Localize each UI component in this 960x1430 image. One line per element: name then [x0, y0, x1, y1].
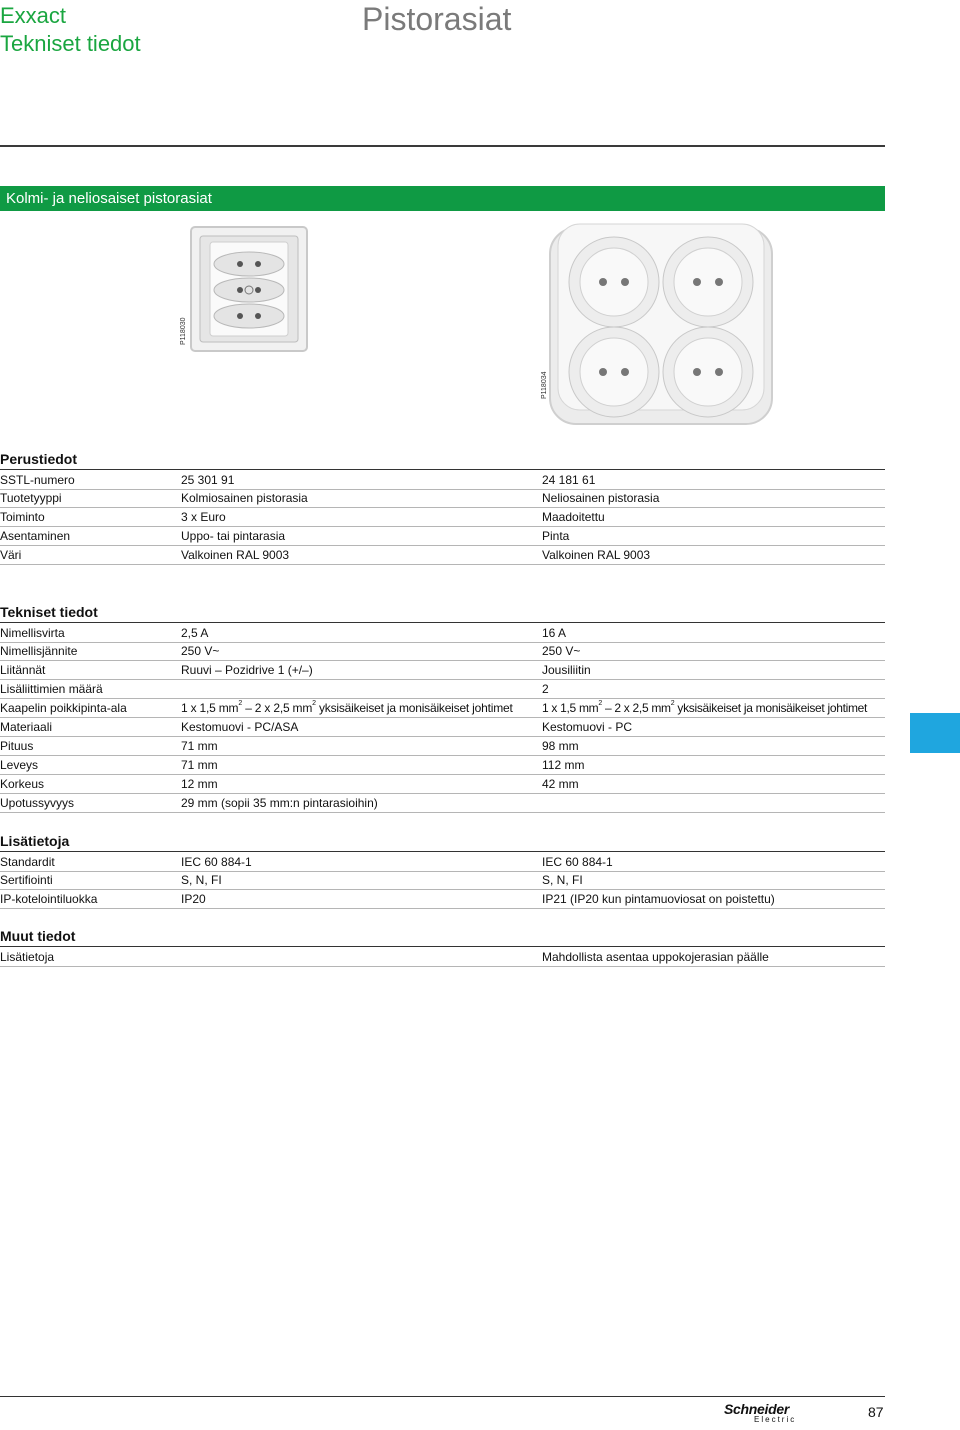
spec-row: SSTL-numero 25 301 91 24 181 61	[0, 469, 885, 490]
section-title-perustiedot: Perustiedot	[0, 451, 78, 467]
spec-row: Asentaminen Uppo- tai pintarasia Pinta	[0, 526, 885, 546]
section-title-tekniset-tiedot: Tekniset tiedot	[0, 604, 98, 620]
chapter-tab-marker	[910, 713, 960, 753]
spec-row: Korkeus 12 mm 42 mm	[0, 774, 885, 794]
cable-section-value-1: 1 x 1,5 $mm^2 - 2$ x 2,5 $mm^2$ yksisäikeiset ja monisäikeiset johtimet	[181, 700, 513, 715]
image-code-left: P118030	[180, 317, 187, 345]
section-banner: Kolmi- ja neliosaiset pistorasiat	[0, 186, 885, 211]
cable-section-value-2: 1 x 1,5 $mm^2 - 2$ x 2,5 $mm^2$ yksisäikeiset ja monisäikeiset johtimet	[542, 700, 868, 715]
spec-row: Lisäliittimien määrä 2	[0, 679, 885, 699]
brand-name: Exxact	[0, 3, 67, 28]
image-code-right: P118034	[541, 371, 548, 399]
page-title: Pistorasiat	[362, 1, 512, 37]
spec-row: Tuotetyyppi Kolmiosainen pistorasia Neliosainen pistorasia	[0, 488, 885, 508]
section-title-muut-tiedot: Muut tiedot	[0, 928, 76, 944]
spec-row: Upotussyvyys 29 mm (sopii 35 mm:n pintarasioihin)	[0, 793, 885, 813]
spec-row: Kaapelin poikkipinta-ala 1 x 1,5 $mm^2 - 2$ x 2,5 $mm^2$ yksisäikeiset ja monisäikeiset johtimet 1 x 1,5 $mm^2 - 2$ x 2,5 $mm^2$ yksisäikeiset ja monisäikeiset johtimet	[0, 698, 885, 718]
spec-row: Materiaali Kestomuovi - PC/ASA Kestomuovi - PC	[0, 717, 885, 737]
header-divider	[0, 145, 885, 147]
brand-subtitle: Tekniset tiedot	[0, 31, 141, 56]
spec-row: Toiminto 3 x Euro Maadoitettu	[0, 507, 885, 527]
footer-divider	[0, 1396, 885, 1397]
spec-row: Standardit IEC 60 884-1 IEC 60 884-1	[0, 851, 885, 872]
schneider-electric-logo: Schneider Electric	[724, 1401, 797, 1424]
three-socket-outlet-image	[190, 226, 310, 359]
spec-row: Liitännät Ruuvi – Pozidrive 1 (+/–) Jousiliitin	[0, 660, 885, 680]
four-socket-outlet-image	[548, 222, 776, 433]
spec-row: IP-kotelointiluokka IP20 IP21 (IP20 kun pintamuoviosat on poistettu)	[0, 889, 885, 909]
spec-row: Nimellisvirta 2,5 A 16 A	[0, 622, 885, 643]
spec-row: Nimellisjännite 250 V~ 250 V~	[0, 641, 885, 661]
page-number: 87	[868, 1404, 884, 1420]
spec-row: Leveys 71 mm 112 mm	[0, 755, 885, 775]
spec-row: Lisätietoja Mahdollista asentaa uppokojerasian päälle	[0, 946, 885, 967]
brand-header	[0, 2, 141, 58]
section-title-lisatietoja: Lisätietoja	[0, 833, 70, 849]
spec-row: Pituus 71 mm 98 mm	[0, 736, 885, 756]
spec-row: Väri Valkoinen RAL 9003 Valkoinen RAL 9003	[0, 545, 885, 565]
spec-row: Sertifiointi S, N, FI S, N, FI	[0, 870, 885, 890]
